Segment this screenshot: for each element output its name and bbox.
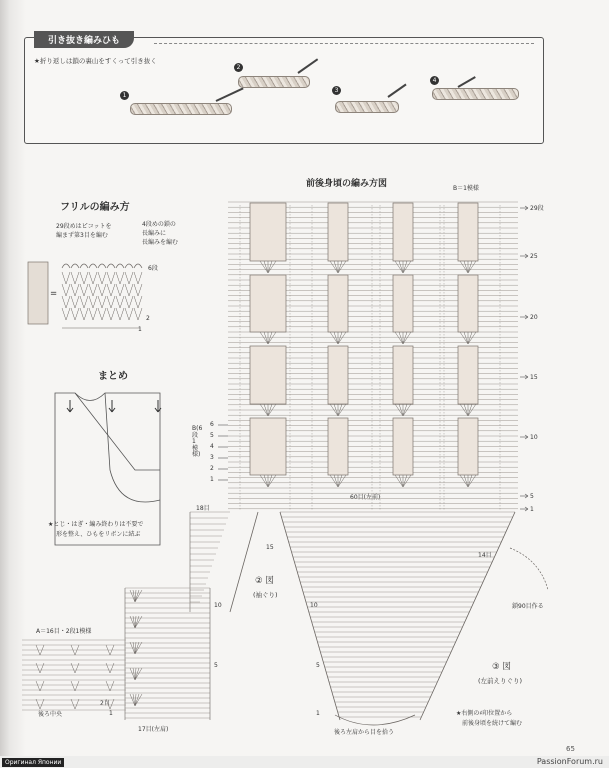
diagram-stroke bbox=[138, 308, 142, 320]
b-label: B＝1模様 bbox=[453, 185, 479, 192]
diagram-stroke bbox=[98, 284, 102, 296]
diagram-stroke bbox=[84, 272, 88, 284]
frill-loop bbox=[98, 264, 106, 268]
diagram-stroke bbox=[66, 284, 70, 296]
diagram-stroke bbox=[102, 296, 106, 308]
diagram-stroke bbox=[134, 308, 138, 320]
pattern-block bbox=[250, 275, 286, 332]
diagram-stroke bbox=[403, 261, 407, 273]
diagram-stroke bbox=[62, 308, 66, 320]
diagram-stroke bbox=[330, 261, 338, 273]
diagram-stroke bbox=[330, 475, 338, 487]
pattern-block bbox=[393, 275, 413, 332]
row-label: 15 bbox=[266, 544, 274, 551]
diagram-stroke bbox=[71, 308, 75, 320]
diagram-stroke bbox=[116, 284, 120, 296]
b-row: 5 bbox=[210, 432, 214, 439]
diagram-stroke bbox=[80, 296, 84, 308]
diagram-stroke bbox=[102, 272, 106, 284]
frill-note: 4段めの鎖の bbox=[142, 221, 176, 228]
footer-bar bbox=[0, 756, 609, 768]
diagram-stroke bbox=[260, 475, 268, 487]
garment-outline bbox=[105, 393, 160, 502]
diagram-stroke bbox=[399, 261, 403, 273]
diagram-stroke bbox=[260, 261, 268, 273]
row-label: 5 bbox=[214, 662, 218, 669]
diagram-stroke bbox=[93, 296, 97, 308]
row-label: 20 bbox=[530, 314, 538, 321]
frill-loop bbox=[116, 264, 124, 268]
diagram-stroke bbox=[98, 272, 102, 284]
pattern-block bbox=[393, 346, 413, 404]
frill-loop bbox=[71, 264, 79, 268]
diagram-stroke bbox=[138, 296, 142, 308]
diagram-stroke bbox=[116, 308, 120, 320]
diagram-stroke bbox=[116, 272, 120, 284]
panel-title: 引き抜き編みひも bbox=[34, 31, 134, 48]
frill-note: 長編みに bbox=[142, 230, 167, 237]
diagram-stroke bbox=[75, 284, 79, 296]
diagram-stroke bbox=[71, 663, 75, 673]
brand-label: Оригинал Японии bbox=[2, 758, 64, 767]
center-label: 60目(左前) bbox=[350, 494, 381, 501]
diagram-stroke bbox=[395, 475, 403, 487]
pickup-note: 後ろ左肩から目を拾う bbox=[334, 729, 395, 736]
row-label: 15 bbox=[530, 374, 538, 381]
diagram-stroke bbox=[36, 681, 40, 691]
diagram-stroke bbox=[116, 296, 120, 308]
diagram-stroke bbox=[120, 284, 124, 296]
diagram-stroke bbox=[129, 284, 133, 296]
diagram-stroke bbox=[338, 475, 346, 487]
a-label: A＝16目・2段1模様 bbox=[36, 628, 92, 635]
diagram-stroke bbox=[460, 475, 468, 487]
garment-outline bbox=[55, 393, 160, 545]
diagram-stroke bbox=[468, 261, 472, 273]
row-label: 25 bbox=[530, 253, 538, 260]
diagram-stroke bbox=[464, 261, 468, 273]
row-label: 10 bbox=[310, 602, 318, 609]
row-label: 10 bbox=[214, 602, 222, 609]
diagram-stroke bbox=[134, 272, 138, 284]
diagram-stroke bbox=[102, 308, 106, 320]
diagram-stroke bbox=[264, 475, 268, 487]
matome-note: 形を整え、ひもをリボンに結ぶ bbox=[56, 531, 141, 538]
diagram-stroke bbox=[111, 272, 115, 284]
row-label: 29段 bbox=[530, 205, 544, 212]
diagram-stroke bbox=[264, 261, 268, 273]
diagram-stroke bbox=[125, 296, 129, 308]
frill-note: 29段めはピコットを bbox=[56, 223, 112, 230]
diagram-stroke bbox=[268, 261, 272, 273]
pattern-block bbox=[328, 275, 348, 332]
frill-loop bbox=[134, 264, 142, 268]
frill-loop bbox=[62, 264, 70, 268]
diagram-stroke bbox=[89, 308, 93, 320]
frill-title: フリルの編み方 bbox=[60, 202, 130, 213]
matome-title: まとめ bbox=[98, 371, 128, 382]
row-label: 1 bbox=[109, 710, 113, 717]
diagram-stroke bbox=[89, 284, 93, 296]
diagram-stroke bbox=[129, 272, 133, 284]
diagram-stroke bbox=[107, 284, 111, 296]
diagram-stroke bbox=[110, 681, 114, 691]
step-number: 2 bbox=[234, 63, 243, 72]
frill-loop bbox=[80, 264, 88, 268]
pattern-block bbox=[458, 346, 478, 404]
matome-note: ★とじ・はぎ・編み終わりは不要で bbox=[48, 521, 144, 528]
diagram-stroke bbox=[403, 261, 411, 273]
diagram-stroke bbox=[71, 272, 75, 284]
diagram-stroke bbox=[106, 663, 110, 673]
diagram-stroke bbox=[98, 308, 102, 320]
diagram-stroke bbox=[138, 272, 142, 284]
garment-outline bbox=[75, 393, 160, 470]
diagram-stroke bbox=[75, 681, 79, 691]
diagram-stroke bbox=[129, 296, 133, 308]
pattern-block bbox=[328, 418, 348, 475]
diagram-stroke bbox=[89, 296, 93, 308]
diagram-stroke bbox=[80, 308, 84, 320]
diagram-stroke bbox=[125, 308, 129, 320]
diagram-stroke bbox=[71, 284, 75, 296]
chart-title: 前後身頃の編み方図 bbox=[306, 179, 388, 189]
pattern-block bbox=[328, 203, 348, 261]
diagram-stroke bbox=[62, 272, 66, 284]
diagram-stroke bbox=[268, 475, 276, 487]
diagram-stroke bbox=[403, 475, 407, 487]
diagram-stroke bbox=[129, 308, 133, 320]
diagram-stroke bbox=[98, 296, 102, 308]
page-number: 65 bbox=[566, 745, 575, 753]
diagram-stroke bbox=[334, 475, 338, 487]
b-row: 1 bbox=[210, 476, 214, 483]
diagram-stroke bbox=[120, 272, 124, 284]
diagram-stroke bbox=[71, 296, 75, 308]
row-label: 1 bbox=[530, 506, 534, 513]
panel-note: ★折り返しは鎖の裏山をすくって引き抜く bbox=[34, 57, 157, 65]
diagram-stroke bbox=[468, 475, 476, 487]
diagram-stroke bbox=[464, 475, 468, 487]
pattern-block bbox=[458, 203, 478, 261]
b-row: 3 bbox=[210, 454, 214, 461]
diagram-stroke bbox=[120, 296, 124, 308]
diagram-stroke bbox=[230, 512, 258, 612]
diagram-stroke bbox=[338, 475, 342, 487]
star-note: 前後身頃を続けて編む bbox=[462, 720, 523, 727]
pattern-block bbox=[458, 418, 478, 475]
pattern-block bbox=[393, 203, 413, 261]
diagram-stroke bbox=[468, 261, 476, 273]
b-row: 6 bbox=[210, 421, 214, 428]
diagram-stroke bbox=[75, 272, 79, 284]
diagram-stroke bbox=[84, 308, 88, 320]
row-label: 10 bbox=[530, 434, 538, 441]
row-label: 2 bbox=[146, 315, 150, 322]
diagram-stroke bbox=[110, 699, 114, 709]
row-label: 6段 bbox=[148, 265, 158, 272]
diagram-stroke bbox=[268, 475, 272, 487]
diagram-stroke bbox=[84, 284, 88, 296]
diagram-stroke bbox=[93, 284, 97, 296]
b6-label: B(6段1模様) bbox=[192, 425, 203, 459]
diagram-stroke bbox=[125, 272, 129, 284]
row-label: 1 bbox=[316, 710, 320, 717]
diagram-stroke bbox=[106, 681, 110, 691]
chain-label: 鎖90目作る bbox=[512, 603, 544, 610]
row-label: 1 bbox=[138, 326, 142, 333]
diagram2-sub: (袖ぐり) bbox=[253, 591, 278, 599]
diagram-stroke bbox=[75, 308, 79, 320]
frill-loop bbox=[125, 264, 133, 268]
diagram-stroke bbox=[40, 681, 44, 691]
diagram-stroke bbox=[66, 272, 70, 284]
diagram-stroke bbox=[36, 699, 40, 709]
diagram-stroke bbox=[395, 261, 403, 273]
step-number: 1 bbox=[120, 91, 129, 100]
diagram-stroke bbox=[338, 261, 342, 273]
diagram-stroke bbox=[93, 308, 97, 320]
row-label: 17目(左肩) bbox=[138, 726, 169, 733]
diagram-stroke bbox=[268, 261, 276, 273]
diagram-stroke bbox=[468, 475, 472, 487]
diagram3-sub: (左前えりぐり) bbox=[478, 677, 523, 685]
frill-note: 編まず第3目を編む bbox=[56, 232, 108, 239]
diagram-stroke bbox=[120, 308, 124, 320]
diagram-stroke bbox=[403, 475, 411, 487]
diagram-stroke bbox=[399, 475, 403, 487]
diagram-stroke bbox=[107, 308, 111, 320]
star-note: ★右側の♯印位置から bbox=[456, 710, 513, 717]
diagram-stroke bbox=[107, 296, 111, 308]
diagram-stroke bbox=[280, 512, 340, 720]
diagram3-label: ③ 図 bbox=[492, 662, 511, 672]
b-row: 4 bbox=[210, 443, 214, 450]
frill-loop bbox=[89, 264, 97, 268]
diagram-stroke bbox=[107, 272, 111, 284]
diagram-stroke bbox=[66, 296, 70, 308]
neckline-curve bbox=[335, 715, 415, 725]
diagram-stroke bbox=[89, 272, 93, 284]
diagram-stroke bbox=[62, 284, 66, 296]
diagram-stroke bbox=[93, 272, 97, 284]
diagram-stroke bbox=[80, 284, 84, 296]
diagram-stroke bbox=[460, 261, 468, 273]
diagram-stroke bbox=[66, 308, 70, 320]
diagram2-label: ② 図 bbox=[255, 576, 274, 586]
chain-tail bbox=[510, 548, 548, 590]
diagram-stroke bbox=[84, 296, 88, 308]
diagram-stroke bbox=[40, 699, 44, 709]
row-label: 2目 bbox=[100, 700, 110, 707]
pattern-block bbox=[250, 203, 286, 261]
diagram-stroke bbox=[111, 308, 115, 320]
step-number: 3 bbox=[332, 86, 341, 95]
diagram-stroke bbox=[125, 284, 129, 296]
diagram-stroke bbox=[134, 296, 138, 308]
row-label: 5 bbox=[316, 662, 320, 669]
diagram-stroke bbox=[338, 261, 346, 273]
pattern-block bbox=[458, 275, 478, 332]
diagram-stroke bbox=[134, 284, 138, 296]
diagram-stroke bbox=[62, 296, 66, 308]
row-label: 14目 bbox=[478, 552, 492, 559]
diagram-stroke bbox=[40, 663, 44, 673]
diagram-stroke bbox=[71, 699, 75, 709]
frill-strip bbox=[28, 262, 48, 324]
frill-loop bbox=[107, 264, 115, 268]
watermark: PassionForum.ru bbox=[536, 757, 603, 766]
row-label: 18目 bbox=[196, 505, 210, 512]
diagram-stroke bbox=[420, 512, 515, 720]
pattern-block bbox=[250, 346, 286, 404]
diagram-stroke bbox=[138, 284, 142, 296]
diagram-stroke bbox=[334, 261, 338, 273]
diagram-stroke bbox=[71, 681, 75, 691]
row-label: 5 bbox=[530, 493, 534, 500]
b-row: 2 bbox=[210, 465, 214, 472]
diagram-stroke bbox=[75, 296, 79, 308]
diagram-stroke bbox=[106, 699, 110, 709]
diagram-stroke bbox=[75, 699, 79, 709]
diagram-stroke bbox=[102, 284, 106, 296]
pattern-block bbox=[250, 418, 286, 475]
step-number: 4 bbox=[430, 76, 439, 85]
equals-sign: = bbox=[50, 289, 58, 299]
diagram-stroke bbox=[36, 663, 40, 673]
pattern-block bbox=[328, 346, 348, 404]
diagram-stroke bbox=[80, 272, 84, 284]
back-center: 後ろ中央 bbox=[38, 711, 63, 718]
frill-note: 長編みを編む bbox=[142, 239, 179, 246]
pattern-block bbox=[393, 418, 413, 475]
diagram-stroke bbox=[75, 663, 79, 673]
diagram-stroke bbox=[111, 296, 115, 308]
diagram-stroke bbox=[110, 663, 114, 673]
diagram-stroke bbox=[111, 284, 115, 296]
